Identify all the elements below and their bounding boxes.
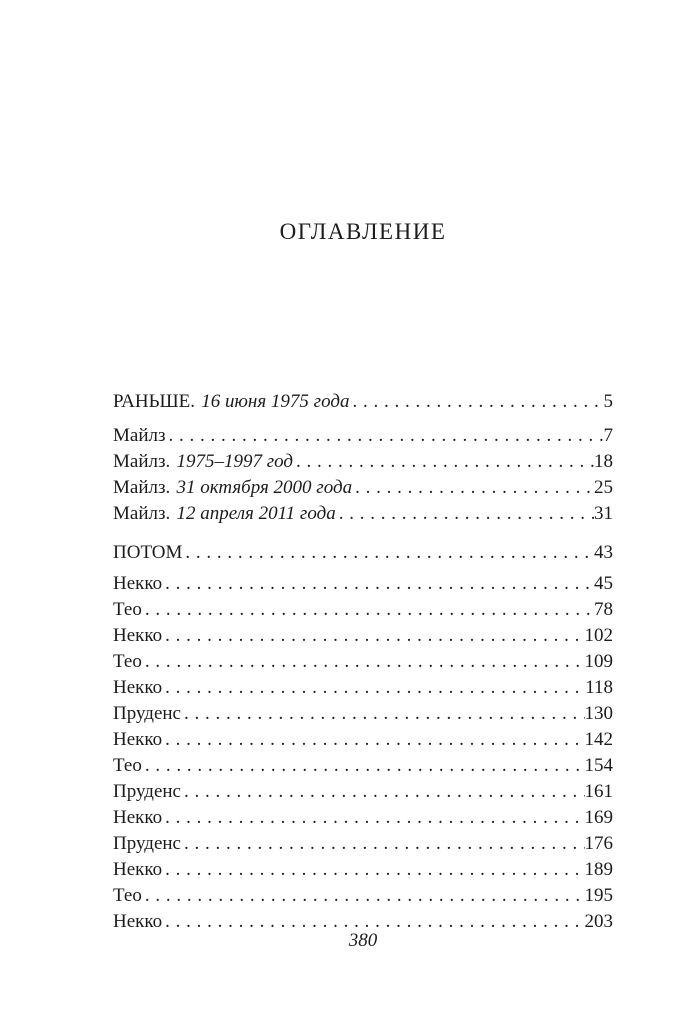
dot-leader	[165, 805, 584, 831]
toc-entry-label: Майлз.	[113, 503, 171, 524]
toc-section-header	[113, 540, 613, 566]
toc-entry-label: Некко	[113, 729, 163, 750]
toc-page-number: 5	[603, 391, 613, 412]
toc-entry	[113, 675, 613, 701]
toc-page-number: 195	[584, 885, 613, 906]
toc-entry	[113, 779, 613, 805]
toc-page-number: 176	[584, 833, 613, 854]
toc-entry	[113, 449, 613, 475]
toc-entry-label: Майлз.	[113, 451, 171, 472]
toc-entry	[113, 883, 613, 909]
dot-leader	[165, 623, 584, 649]
toc-page-number: 118	[585, 677, 613, 698]
toc-page-number: 18	[594, 451, 613, 472]
toc-entry	[113, 857, 613, 883]
dot-leader	[168, 423, 603, 449]
toc-page-number: 169	[584, 807, 613, 828]
table-of-contents	[113, 389, 613, 935]
toc-entry	[113, 475, 613, 501]
toc-entry	[113, 623, 613, 649]
folio-page-number: 380	[348, 930, 378, 951]
dot-leader	[145, 883, 585, 909]
toc-page-number: 154	[584, 755, 613, 776]
toc-entry-label: Некко	[113, 807, 163, 828]
toc-entry-label: Некко	[113, 859, 163, 880]
dot-leader	[165, 727, 584, 753]
toc-page-number: 7	[603, 425, 613, 446]
toc-entry-subtitle: 31 октября 2000 года	[176, 477, 353, 498]
toc-entry-label: Майлз.	[113, 477, 171, 498]
toc-entry-subtitle: 16 июня 1975 года	[201, 391, 350, 412]
toc-page-number: 142	[584, 729, 613, 750]
dot-leader	[296, 449, 594, 475]
toc-entry-subtitle: 1975–1997 год	[176, 451, 294, 472]
toc-entry-label: Майлз	[113, 425, 166, 446]
dot-leader	[184, 831, 585, 857]
toc-page-number: 31	[594, 503, 613, 524]
toc-entry	[113, 727, 613, 753]
toc-entry-label: ПОТОМ	[113, 542, 183, 563]
toc-entry	[113, 571, 613, 597]
toc-entry	[113, 805, 613, 831]
toc-entry-label: РАНЬШЕ.	[113, 391, 196, 412]
toc-page-number: 161	[584, 781, 613, 802]
toc-page-number: 189	[584, 859, 613, 880]
toc-entry	[113, 701, 613, 727]
toc-entry-label: Некко	[113, 625, 163, 646]
toc-page-number: 203	[584, 911, 613, 932]
toc-entry-label: Пруденс	[113, 703, 181, 724]
dot-leader	[145, 649, 585, 675]
dot-leader	[339, 501, 594, 527]
toc-page-number: 25	[594, 477, 613, 498]
toc-entry	[113, 597, 613, 623]
page-title: ОГЛАВЛЕНИЕ	[279, 219, 447, 244]
dot-leader	[145, 753, 585, 779]
toc-entry	[113, 753, 613, 779]
toc-entry-label: Некко	[113, 677, 163, 698]
dot-leader	[352, 389, 603, 415]
toc-page-number: 43	[594, 542, 613, 563]
toc-page-number: 130	[584, 703, 613, 724]
dot-leader	[145, 597, 594, 623]
dot-leader	[355, 475, 594, 501]
toc-entry	[113, 501, 613, 527]
toc-entry	[113, 831, 613, 857]
dot-leader	[184, 779, 585, 805]
dot-leader	[184, 701, 585, 727]
toc-page-number: 78	[594, 599, 613, 620]
toc-entry	[113, 423, 613, 449]
toc-page-number: 102	[584, 625, 613, 646]
toc-entry-label: Некко	[113, 573, 163, 594]
toc-entry-label: Тео	[113, 885, 142, 906]
toc-entry-label: Пруденс	[113, 833, 181, 854]
dot-leader	[185, 540, 594, 566]
toc-entry-label: Тео	[113, 599, 142, 620]
toc-entry-label: Тео	[113, 755, 142, 776]
dot-leader	[165, 857, 584, 883]
toc-entry-label: Некко	[113, 911, 163, 932]
toc-page-number: 109	[584, 651, 613, 672]
toc-entry	[113, 649, 613, 675]
toc-entry-subtitle: 12 апреля 2011 года	[176, 503, 336, 524]
toc-entry-label: Пруденс	[113, 781, 181, 802]
toc-entry-label: Тео	[113, 651, 142, 672]
dot-leader	[165, 571, 594, 597]
toc-section-header	[113, 389, 613, 415]
toc-page-number: 45	[594, 573, 613, 594]
dot-leader	[165, 675, 585, 701]
